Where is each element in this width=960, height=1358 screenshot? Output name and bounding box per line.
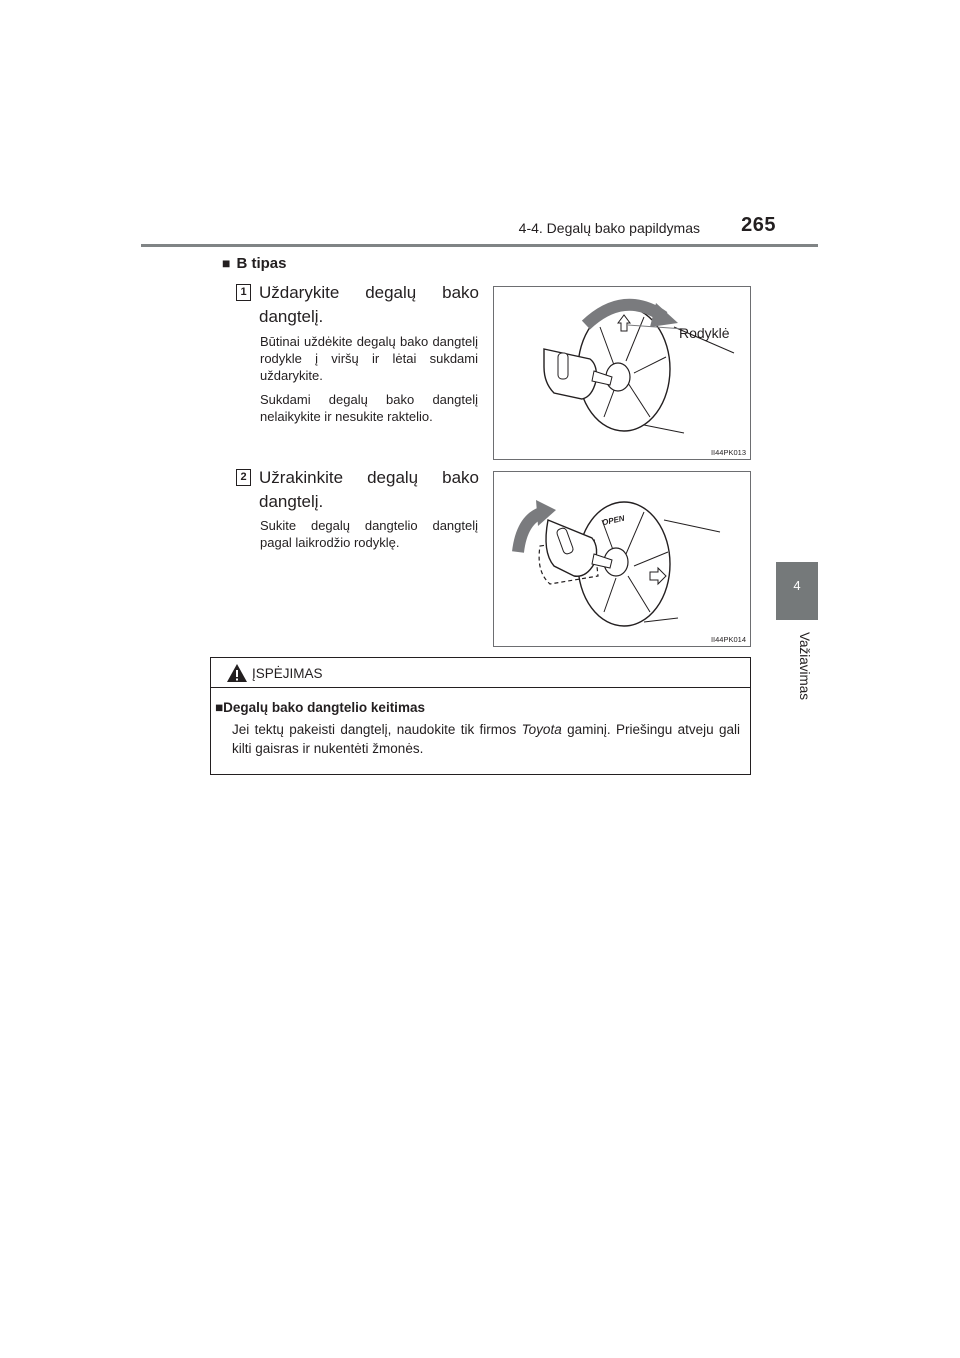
- warning-subtitle-text: Degalų bako dangtelio keitimas: [223, 700, 425, 715]
- section-title-text: B tipas: [236, 255, 287, 272]
- step-2-title-word: bako: [442, 468, 479, 487]
- warning-subtitle: [215, 700, 425, 715]
- figure-callout-arrow-label: Rodyklė: [679, 325, 730, 341]
- square-bullet-icon: ■: [215, 700, 224, 715]
- step-1-title-word: Uždarykite: [259, 283, 340, 302]
- figure-lock-fuel-cap: [493, 471, 751, 647]
- warning-text-part: Jei tektų pakeisti dangtelį, naudokite tik firmos: [232, 722, 522, 737]
- step-2-title-word: Užrakinkite: [259, 468, 344, 487]
- warning-brand: Toyota: [521, 722, 562, 737]
- step-1-title-line2: dangtelį.: [259, 307, 324, 326]
- step-2-title-line2: dangtelį.: [259, 492, 324, 511]
- step-1-note-1: Būtinai uždėkite degalų bako dangtelį rodykle į viršų ir lėtai sukdami uždarykite.: [260, 334, 478, 383]
- fuel-cap-close-illustration: [494, 287, 750, 459]
- square-bullet-icon: ■: [222, 255, 231, 271]
- header-section-title: 4-4. Degalų bako papildymas: [518, 220, 700, 236]
- section-title: [222, 255, 286, 272]
- step-1-title-word: bako: [442, 283, 479, 302]
- step-2-note-1: Sukite degalų dangtelio dangtelį pagal laikrodžio rodyklę.: [260, 518, 478, 550]
- fuel-cap-lock-illustration: [494, 472, 750, 646]
- chapter-tab-number: 4: [793, 578, 801, 593]
- figure-code: II44PK013: [710, 448, 746, 457]
- step-number-1: 1: [236, 284, 251, 301]
- figure-code: II44PK014: [710, 635, 746, 644]
- page-number: 265: [741, 214, 776, 236]
- warning-text-part: gaminį. Priešingu atveju gali kilti gaisras ir nukentėti žmonės.: [232, 722, 740, 756]
- header-divider: [141, 244, 818, 247]
- step-2-title-word: degalų: [367, 468, 419, 487]
- warning-label: ĮSPĖJIMAS: [252, 666, 323, 681]
- warning-triangle-icon: [226, 663, 248, 683]
- cap-open-label: OPEN: [601, 513, 626, 528]
- step-1-note-2: Sukdami degalų bako dangtelį nelaikykite ir nesukite raktelio.: [260, 392, 478, 424]
- step-number-2: 2: [236, 469, 251, 486]
- chapter-tab-label: Važiavimas: [797, 632, 812, 701]
- step-2-title: [259, 466, 479, 514]
- figure-close-fuel-cap: [493, 286, 751, 460]
- step-1-title: [259, 281, 479, 329]
- warning-text: [232, 720, 740, 758]
- step-1-title-word: degalų: [365, 283, 417, 302]
